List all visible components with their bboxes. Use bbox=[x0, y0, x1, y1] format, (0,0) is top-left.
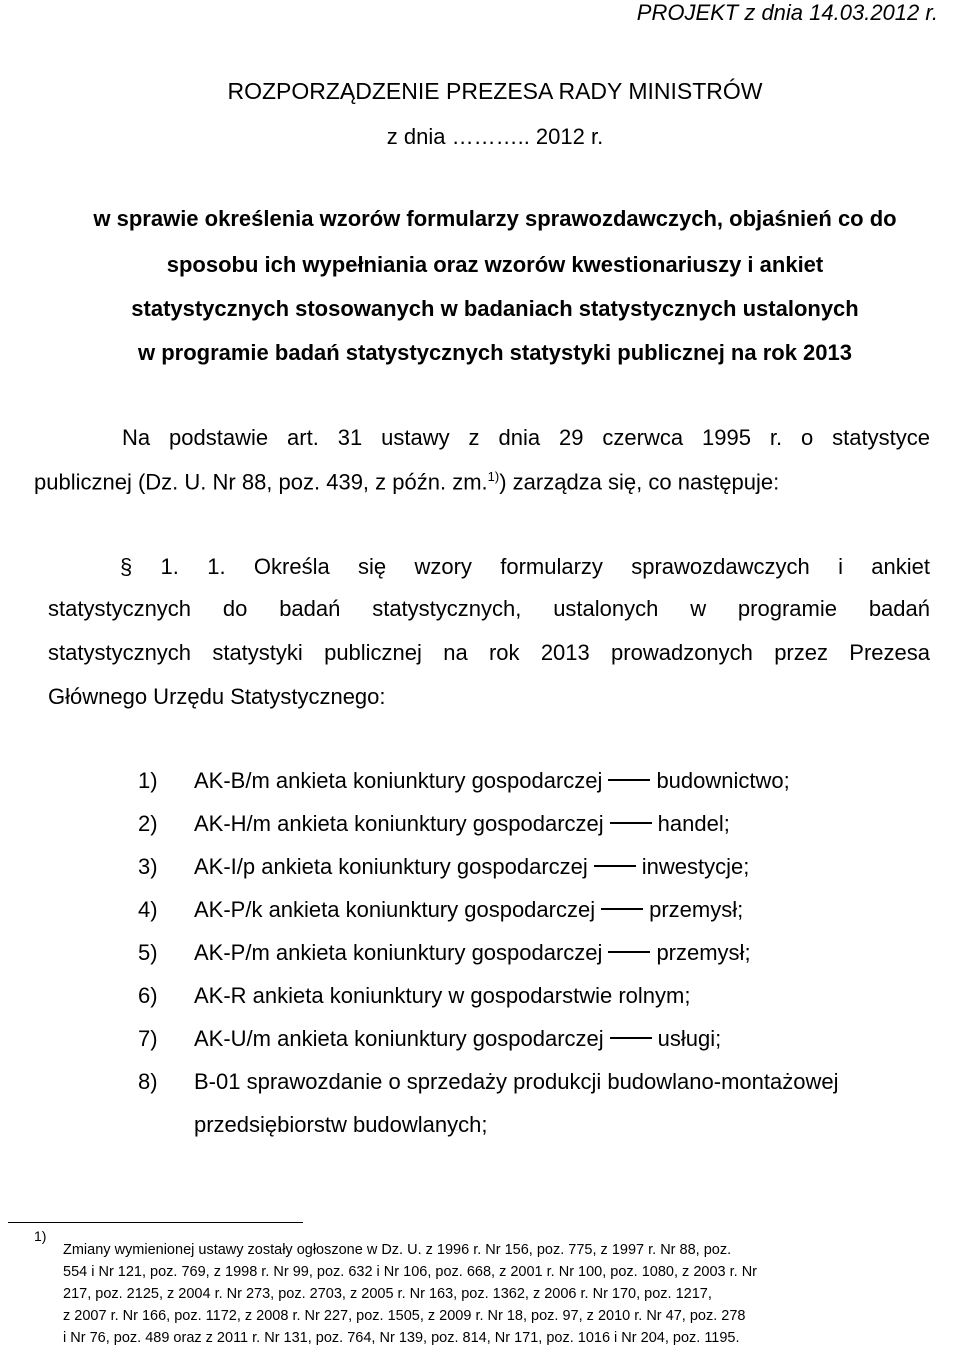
list-item-text: AK-R ankieta koniunktury w gospodarstwie rolnym; bbox=[194, 983, 691, 1008]
paragraph-1-line-1: § 1. 1. Określa się wzory formularzy sprawozdawczych i ankiet bbox=[120, 554, 930, 579]
list-item-text: AK-U/m ankieta koniunktury gospodarczej bbox=[194, 1026, 604, 1051]
list-item bbox=[138, 897, 743, 923]
footnote-reference: 1) bbox=[487, 469, 500, 484]
list-item-number: 1) bbox=[138, 768, 158, 793]
list-item-text: AK-P/m ankieta koniunktury gospodarczej bbox=[194, 940, 603, 965]
footnote-line-4: z 2007 r. Nr 166, poz. 1172, z 2008 r. Nr 227, poz. 1505, z 2009 r. Nr 18, poz. 97, z 2010 r. Nr 47, poz. 278 bbox=[63, 1308, 746, 1324]
list-item bbox=[138, 768, 790, 794]
paragraph-1-line-2: statystycznych do badań statystycznych, ustalonych w programie badań bbox=[48, 596, 930, 621]
preamble-line-1: Na podstawie art. 31 ustawy z dnia 29 czerwca 1995 r. o statystyce bbox=[122, 425, 930, 450]
list-item bbox=[138, 1069, 838, 1095]
dash-rule bbox=[608, 951, 650, 953]
list-item-category: handel; bbox=[657, 811, 730, 836]
list-item-category: budownictwo; bbox=[656, 768, 790, 793]
list-item-category: przemysł; bbox=[649, 897, 744, 922]
list-item-number: 6) bbox=[138, 983, 158, 1008]
dash-rule bbox=[594, 865, 636, 867]
preamble-line-2 bbox=[34, 469, 779, 495]
list-item bbox=[138, 1026, 721, 1052]
list-item-number: 5) bbox=[138, 940, 158, 965]
dash-rule bbox=[608, 779, 650, 781]
document-title: ROZPORZĄDZENIE PREZESA RADY MINISTRÓW bbox=[227, 78, 763, 104]
list-item bbox=[138, 983, 690, 1009]
footnote-line-3: 217, poz. 2125, z 2004 r. Nr 273, poz. 2703, z 2005 r. Nr 163, poz. 1362, z 2006 r. Nr 170, poz. 1217, bbox=[63, 1286, 712, 1302]
draft-date-header: PROJEKT z dnia 14.03.2012 r. bbox=[636, 0, 938, 25]
list-item-text: AK-P/k ankieta koniunktury gospodarczej bbox=[194, 897, 596, 922]
list-item-category: usługi; bbox=[657, 1026, 722, 1051]
subject-line-1: w sprawie określenia wzorów formularzy sprawozdawczych, objaśnień co do bbox=[93, 206, 897, 231]
list-item-text: AK-H/m ankieta koniunktury gospodarczej bbox=[194, 811, 604, 836]
list-item-number: 7) bbox=[138, 1026, 158, 1051]
list-item bbox=[138, 940, 751, 966]
list-item-text: AK-I/p ankieta koniunktury gospodarczej bbox=[194, 854, 588, 879]
document-date-line: z dnia ……….. 2012 r. bbox=[386, 124, 604, 149]
subject-line-3: statystycznych stosowanych w badaniach statystycznych ustalonych bbox=[131, 296, 859, 321]
footnote-line-1: Zmiany wymienionej ustawy zostały ogłoszone w Dz. U. z 1996 r. Nr 156, poz. 775, z 1997 r. Nr 88, poz. bbox=[63, 1242, 732, 1258]
list-item-number: 2) bbox=[138, 811, 158, 836]
footnote-line-5: i Nr 76, poz. 489 oraz z 2011 r. Nr 131, poz. 764, Nr 139, poz. 814, Nr 171, poz. 1016 i Nr 204, poz. 1195. bbox=[63, 1330, 740, 1346]
footnote-mark: 1) bbox=[34, 1228, 47, 1244]
preamble-line-2-end: ) zarządza się, co następuje: bbox=[499, 469, 780, 495]
subject-line-2: sposobu ich wypełniania oraz wzorów kwestionariuszy i ankiet bbox=[166, 252, 824, 277]
list-item-text: B-01 sprawozdanie o sprzedaży produkcji budowlano-montażowej bbox=[194, 1069, 839, 1094]
dash-rule bbox=[610, 822, 652, 824]
list-item-category: inwestycje; bbox=[641, 854, 750, 879]
paragraph-1-line-4: Głównego Urzędu Statystycznego: bbox=[48, 684, 386, 709]
list-item-number: 3) bbox=[138, 854, 158, 879]
list-item-category: przemysł; bbox=[656, 940, 751, 965]
footnote-separator bbox=[8, 1222, 303, 1223]
list-item-number: 8) bbox=[138, 1069, 158, 1094]
list-item bbox=[138, 854, 749, 880]
dash-rule bbox=[601, 908, 643, 910]
paragraph-1-line-3: statystycznych statystyki publicznej na rok 2013 prowadzonych przez Prezesa bbox=[48, 640, 930, 665]
list-item-text: AK-B/m ankieta koniunktury gospodarczej bbox=[194, 768, 603, 793]
list-item-number: 4) bbox=[138, 897, 158, 922]
list-item bbox=[138, 811, 730, 837]
preamble-line-2-start: publicznej (Dz. U. Nr 88, poz. 439, z późn. zm. bbox=[34, 469, 488, 495]
dash-rule bbox=[610, 1037, 652, 1039]
subject-line-4: w programie badań statystycznych statystyki publicznej na rok 2013 bbox=[137, 340, 853, 365]
list-item-continuation: przedsiębiorstw budowlanych; bbox=[194, 1112, 488, 1137]
footnote-line-2: 554 i Nr 121, poz. 769, z 1998 r. Nr 99, poz. 632 i Nr 106, poz. 668, z 2001 r. Nr 100, poz. 1080, z 2003 r. Nr bbox=[63, 1264, 757, 1280]
